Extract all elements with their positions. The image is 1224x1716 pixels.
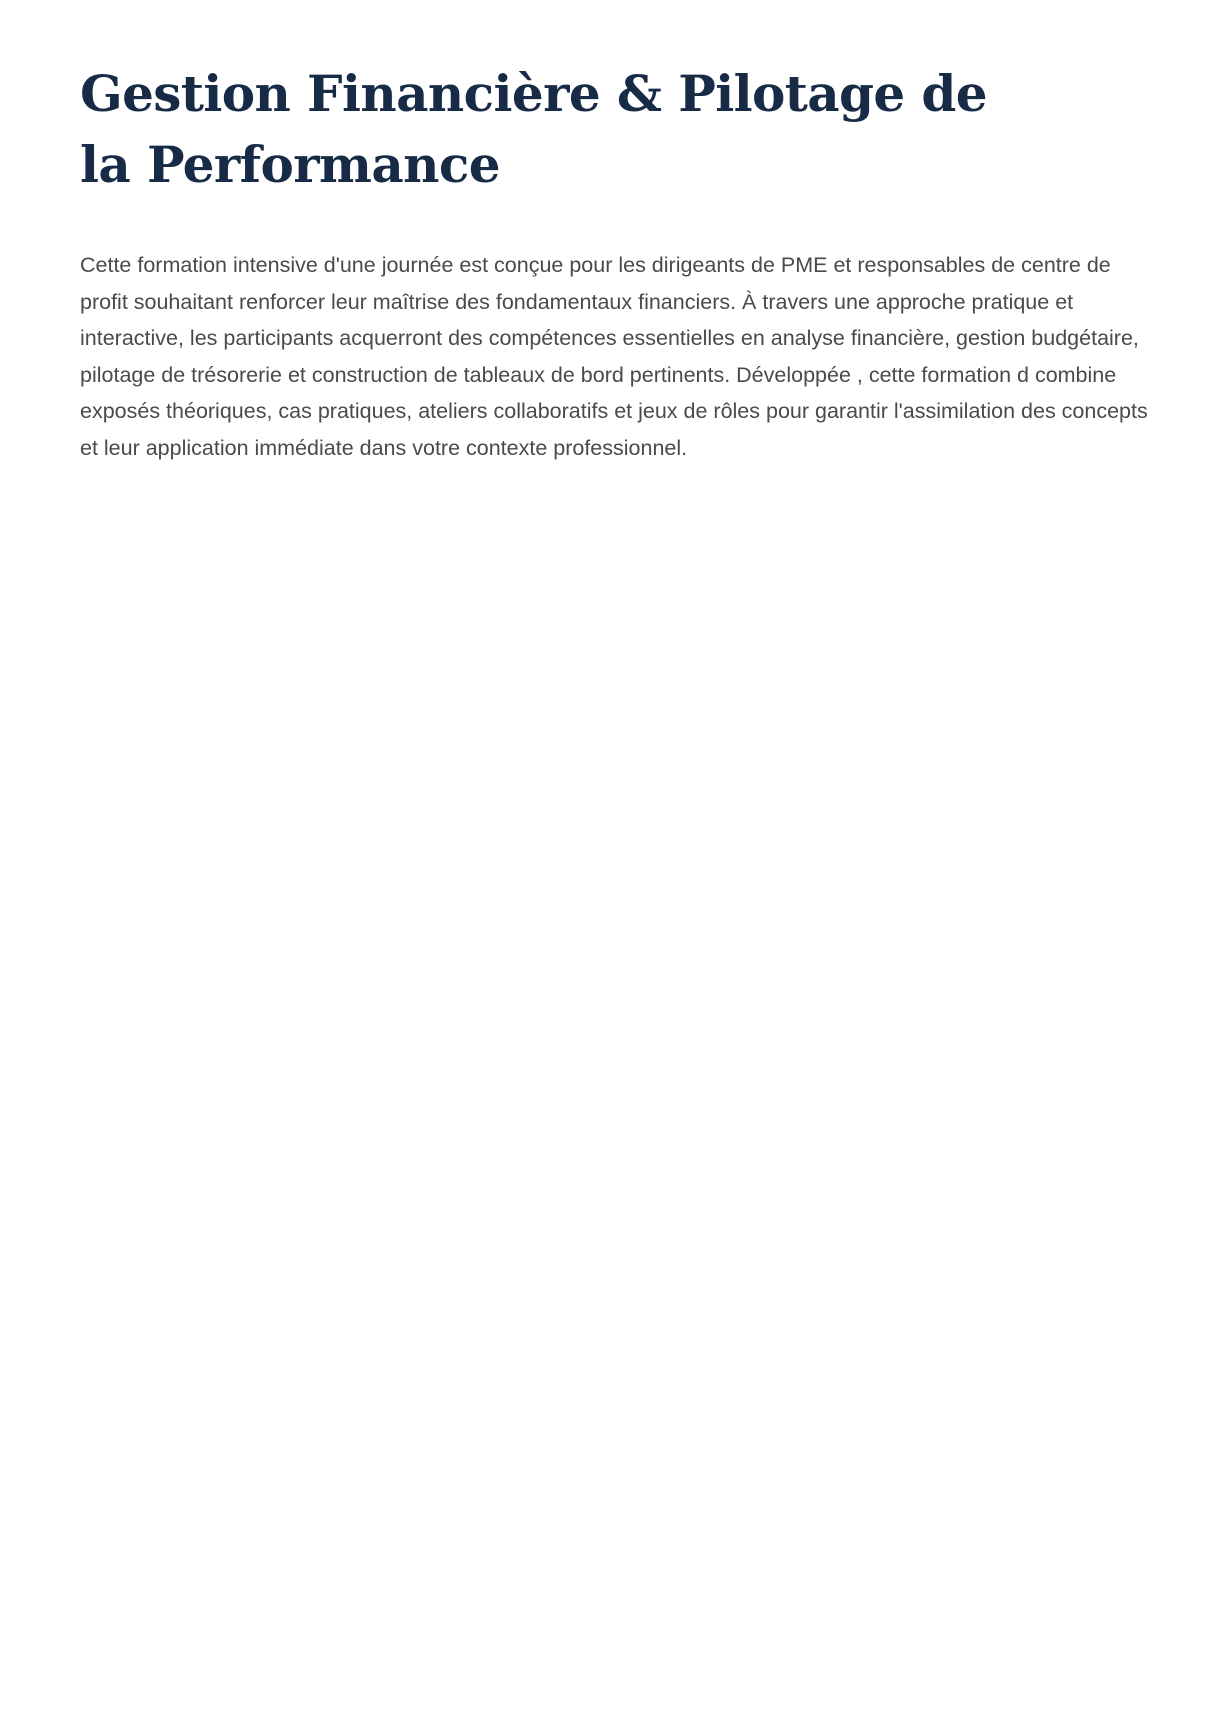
- document-content: [80, 58, 1160, 466]
- page-title: Gestion Financière & Pilotage de la Performance: [80, 64, 987, 194]
- intro-paragraph: Cette formation intensive d'une journée est conçue pour les dirigeants de PME et responsables de centre de profit souhaitant renforcer leur maîtrise des fondamentaux financiers. À travers une approche pratique et interactive, les participants acquerront des compétences essentielles en analyse financière, gestion budgétaire, pilotage de trésorerie et construction de tableaux de bord pertinents. Développée , cette formation d combine exposés théoriques, cas pratiques, ateliers collaboratifs et jeux de rôles pour garantir l'assimilation des concepts et leur application immédiate dans votre contexte professionnel.: [80, 253, 1148, 460]
